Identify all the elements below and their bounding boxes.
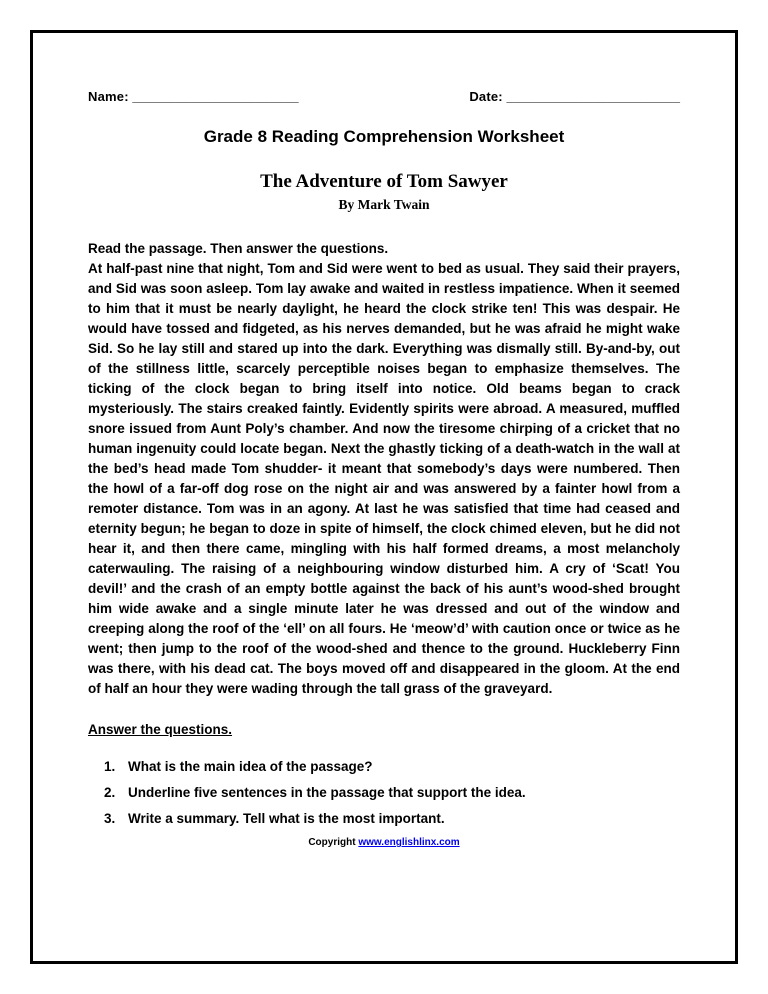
- name-label: Name:: [88, 89, 129, 104]
- page-border-frame: [30, 30, 738, 964]
- passage-title: The Adventure of Tom Sawyer: [260, 171, 508, 192]
- question-number: 2.: [104, 785, 116, 800]
- date-field: [469, 89, 680, 104]
- question-text: Underline five sentences in the passage that support the idea.: [128, 785, 526, 800]
- copyright-line: [88, 837, 680, 848]
- name-date-row: [88, 89, 680, 104]
- questions-list: [88, 759, 680, 826]
- passage-instructions: Read the passage. Then answer the questions.: [88, 241, 389, 256]
- question-text: What is the main idea of the passage?: [128, 759, 373, 774]
- passage-text: At half-past nine that night, Tom and Sid were went to bed as usual. They said their prayers, and Sid was soon asleep. Tom lay awake and waited in restless impatience. When it seemed to him that it must be nearly daylight, he heard the clock strike ten! This was despair. He would have tossed and fidgeted, as his nerves demanded, but he was afraid he might wake Sid. So he lay still and stared up into the dark. Everything was dismally still. By-and-by, out of the stillness little, scarcely perceptible noises began to emphasize themselves. The ticking of the clock began to bring itself into notice. Old beams began to crack mysteriously. The stairs creaked faintly. Evidently spirits were abroad. A measured, muffled snore issued from Aunt Poly’s chamber. And now the tiresome chirping of a cricket that no human ingenuity could locate began. Next the ghastly ticking of a death-watch in the wall at the bed’s head made Tom shudder- it meant that somebody’s days were numbered. Then the howl of a far-off dog rose on the night air and was answered by a fainter howl from a remoter distance. Tom was in an agony. At last he was satisfied that time had ceased and eternity begun; he began to doze in spite of himself, the clock chimed eleven, but he did not hear it, and then there came, mingling with his half formed dreams, a most melancholy caterwauling. The raising of a neighbouring window disturbed him. A cry of ‘Scat! You devil!’ and the crash of an empty bottle against the back of his aunt’s wood-shed brought him wide awake and a single minute later he was dressed and out of the window and creeping along the roof of the ‘ell’ on all fours. He ‘meow’d’ with caution once or twice as he went; then jump to the roof of the wood-shed and thence to the ground. Huckleberry Finn was there, with his dead cat. The boys moved off and disappeared in the gloom. At the end of half an hour they were wading through the tall grass of the graveyard.: [88, 261, 680, 696]
- date-blank-line: ________________________: [506, 89, 680, 104]
- questions-header: Answer the questions.: [88, 722, 233, 737]
- question-item: [88, 759, 680, 774]
- question-number: 3.: [104, 811, 116, 826]
- worksheet-title: Grade 8 Reading Comprehension Worksheet: [203, 127, 565, 146]
- name-field: [88, 89, 299, 104]
- date-label: Date:: [469, 89, 503, 104]
- question-item: [88, 785, 680, 800]
- question-text: Write a summary. Tell what is the most important.: [128, 811, 445, 826]
- question-number: 1.: [104, 759, 116, 774]
- question-item: [88, 811, 680, 826]
- copyright-link[interactable]: www.englishlinx.com: [358, 837, 460, 848]
- copyright-label: Copyright: [308, 837, 359, 848]
- name-blank-line: _______________________: [132, 89, 299, 104]
- author-byline: By Mark Twain: [338, 197, 430, 212]
